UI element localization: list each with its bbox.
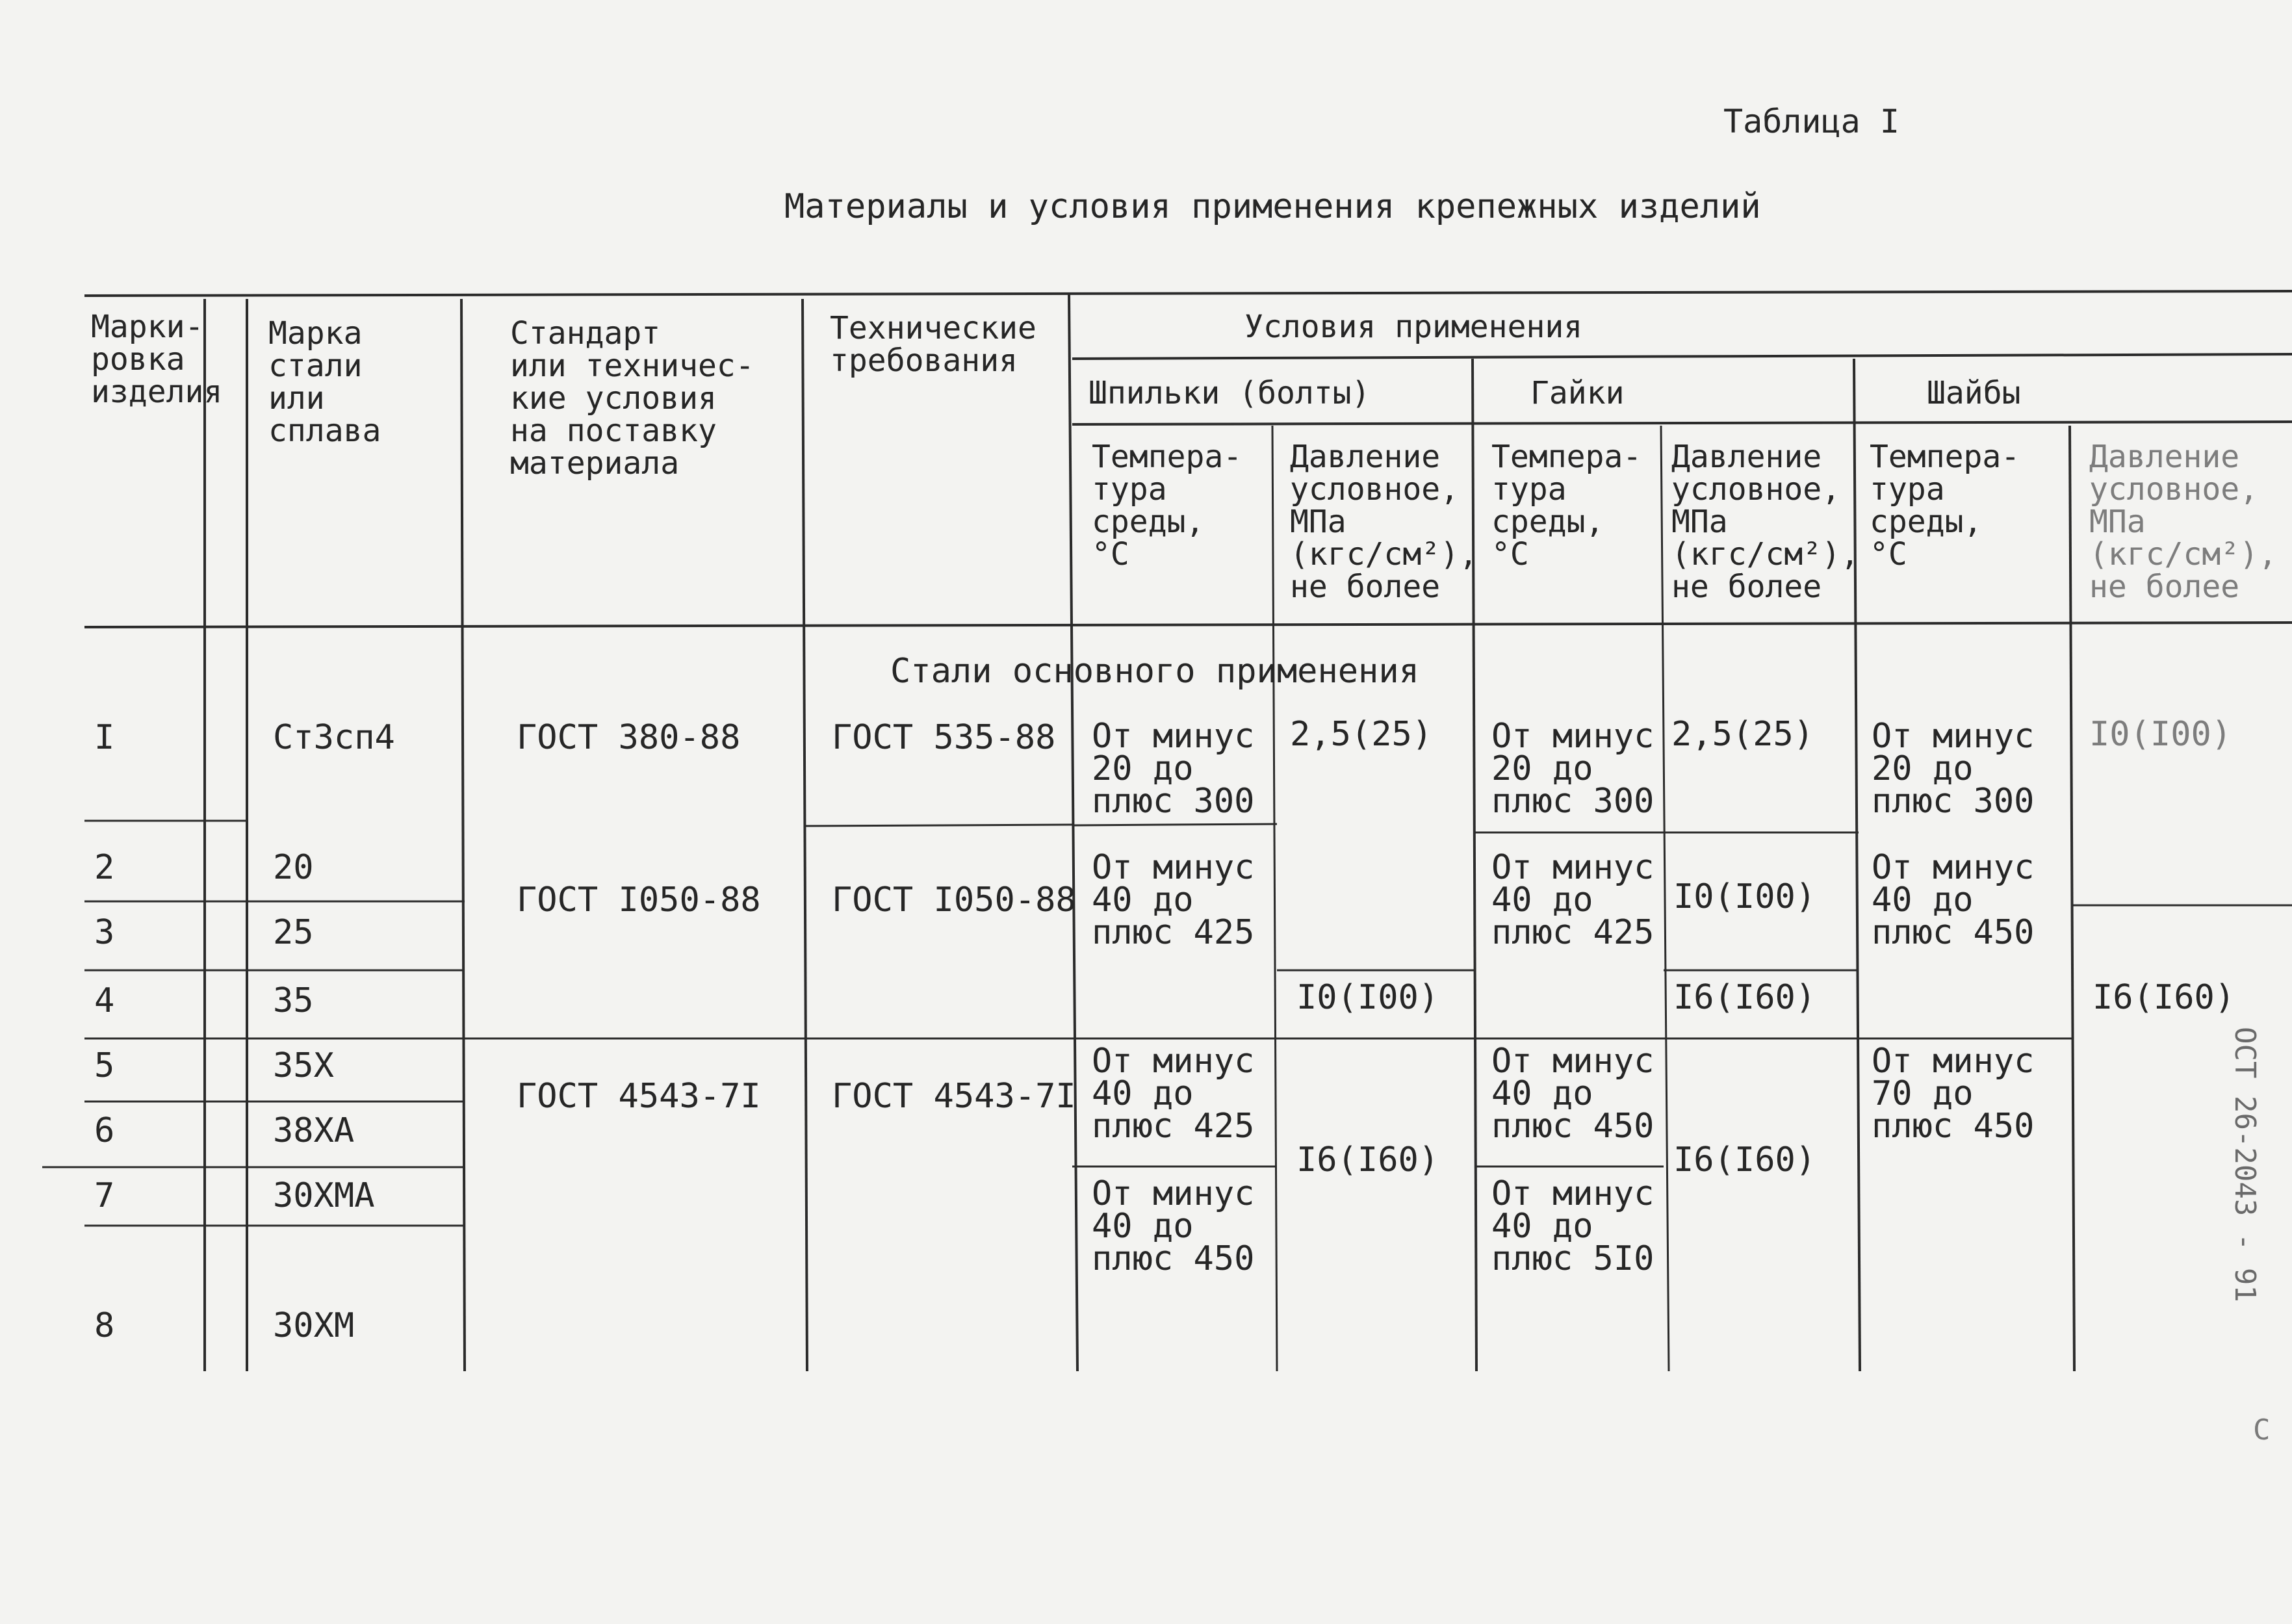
section-title: Стали основного применения	[890, 652, 1419, 691]
header-washers: Шайбы	[1927, 375, 2021, 411]
header-marking: Марки- ровка изделия	[91, 309, 223, 410]
mark-cell: 5	[94, 1046, 115, 1085]
studs-temp-cell: От минус 40 до плюс 425	[1092, 848, 1255, 952]
mark-cell: 4	[94, 981, 115, 1020]
header-grade: Марка стали или сплава	[268, 315, 381, 449]
header-tech-requirements: Технические требования	[830, 310, 1037, 379]
studs-pressure-cell: 2,5(25)	[1290, 715, 1433, 754]
grade-cell: 30ХМА	[273, 1176, 375, 1215]
mark-cell: 2	[94, 848, 115, 887]
header-nuts-temp: Темпера- тура среды, °С	[1491, 439, 1642, 573]
header-studs-pressure: Давление условное, МПа (кгс/см²), не более	[1290, 439, 1478, 605]
nuts-pressure-cell: I6(I60)	[1673, 978, 1816, 1017]
header-studs-temp: Темпера- тура среды, °С	[1092, 439, 1243, 573]
grade-cell: Ст3сп4	[273, 718, 395, 757]
washers-pressure-cell: I6(I60)	[2092, 978, 2235, 1017]
tech-req-cell: ГОСТ 535-88	[832, 718, 1056, 757]
grade-cell: 20	[273, 848, 314, 887]
nuts-pressure-cell: I0(I00)	[1673, 877, 1816, 916]
washers-temp-cell: От минус 70 до плюс 450	[1872, 1042, 2035, 1146]
nuts-pressure-cell: I6(I60)	[1673, 1141, 1816, 1179]
tech-req-cell: ГОСТ 4543-7I	[832, 1077, 1076, 1116]
washers-temp-cell: От минус 40 до плюс 450	[1872, 848, 2035, 952]
table-caption: Материалы и условия применения крепежных изделий	[784, 187, 1761, 226]
mark-cell: 3	[94, 913, 115, 952]
studs-pressure-cell: I0(I00)	[1296, 978, 1439, 1017]
mark-cell: 6	[94, 1111, 115, 1150]
table-number: Таблица I	[1723, 103, 1899, 140]
header-nuts: Гайки	[1530, 375, 1625, 411]
studs-temp-cell: От минус 40 до плюс 425	[1092, 1042, 1255, 1146]
grade-cell: 38ХА	[273, 1111, 355, 1150]
header-washers-pressure: Давление условное, МПа (кгс/см²), не более	[2089, 439, 2277, 605]
page-mark: С	[2253, 1413, 2271, 1447]
mark-cell: 8	[94, 1306, 115, 1345]
header-conditions: Условия применения	[1244, 309, 1583, 345]
mark-cell: I	[94, 718, 115, 757]
nuts-temp-cell: От минус 40 до плюс 450	[1491, 1042, 1655, 1146]
header-standard: Стандарт или техничес- кие условия на поставку материала	[510, 315, 754, 482]
nuts-pressure-cell: 2,5(25)	[1671, 715, 1814, 754]
side-stamp: ОСТ 26-2043 - 91	[2228, 1027, 2261, 1302]
nuts-temp-cell: От минус 40 до плюс 5I0	[1491, 1174, 1655, 1278]
grade-cell: 35Х	[273, 1046, 334, 1085]
header-washers-temp: Темпера- тура среды, °С	[1870, 439, 2020, 573]
nuts-temp-cell: От минус 40 до плюс 425	[1491, 848, 1655, 952]
grade-cell: 35	[273, 981, 314, 1020]
studs-pressure-cell: I6(I60)	[1296, 1141, 1439, 1179]
studs-temp-cell: От минус 40 до плюс 450	[1092, 1174, 1255, 1278]
grade-cell: 30ХМ	[273, 1306, 355, 1345]
washers-pressure-cell: I0(I00)	[2089, 715, 2232, 754]
washers-temp-cell: От минус 20 до плюс 300	[1872, 717, 2035, 821]
header-nuts-pressure: Давление условное, МПа (кгс/см²), не более	[1671, 439, 1859, 605]
tech-req-cell: ГОСТ I050-88	[832, 881, 1076, 920]
header-studs: Шпильки (болты)	[1088, 375, 1371, 411]
standard-cell: ГОСТ I050-88	[517, 881, 761, 920]
mark-cell: 7	[94, 1176, 115, 1215]
studs-temp-cell: От минус 20 до плюс 300	[1092, 717, 1255, 821]
standard-cell: ГОСТ 380-88	[517, 718, 741, 757]
grade-cell: 25	[273, 913, 314, 952]
standard-cell: ГОСТ 4543-7I	[517, 1077, 761, 1116]
nuts-temp-cell: От минус 20 до плюс 300	[1491, 717, 1655, 821]
